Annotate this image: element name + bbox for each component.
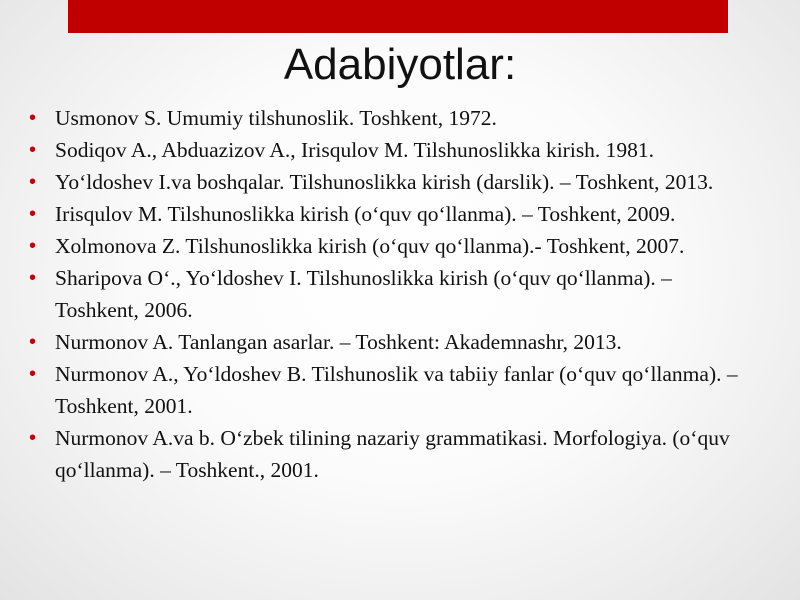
reference-item (0, 134, 800, 166)
bullet-icon: • (29, 139, 37, 161)
reference-item (0, 166, 800, 198)
reference-text: Usmonov S. Umumiy tilshunoslik. Toshkent, 1972. (55, 106, 497, 130)
reference-text: Xolmonova Z. Tilshunoslikka kirish (o‘quv qo‘llanma).- Toshkent, 2007. (55, 234, 685, 258)
reference-text: Nurmonov A. Tanlangan asarlar. – Toshkent: Akademnashr, 2013. (55, 330, 622, 354)
bullet-icon: • (29, 363, 37, 385)
reference-list (0, 102, 800, 486)
reference-text: Irisqulov M. Tilshunoslikka kirish (o‘quv qo‘llanma). – Toshkent, 2009. (55, 202, 676, 226)
reference-text: Yo‘ldoshev I.va boshqalar. Tilshunoslikka kirish (darslik). – Toshkent, 2013. (55, 170, 714, 194)
top-accent-bar (68, 0, 728, 33)
reference-item (0, 358, 800, 422)
bullet-icon: • (29, 107, 37, 129)
reference-text: Sharipova O‘., Yo‘ldoshev I. Tilshunoslikka kirish (o‘quv qo‘llanma). – Toshkent, 2006. (55, 266, 672, 322)
reference-item (0, 230, 800, 262)
bullet-icon: • (29, 427, 37, 449)
bullet-icon: • (29, 267, 37, 289)
reference-text: Nurmonov A., Yo‘ldoshev B. Tilshunoslik va tabiiy fanlar (o‘quv qo‘llanma). – Toshkent, 2001. (55, 362, 738, 418)
slide-title: Adabiyotlar: (283, 40, 517, 89)
bullet-icon: • (29, 171, 37, 193)
reference-text: Sodiqov A., Abduazizov A., Irisqulov M. Tilshunoslikka kirish. 1981. (55, 138, 655, 162)
bullet-icon: • (29, 203, 37, 225)
reference-text: Nurmonov A.va b. O‘zbek tilining nazariy grammatikasi. Morfologiya. (o‘quv qo‘llanma). – Toshkent., 2001. (55, 426, 730, 482)
bullet-icon: • (29, 331, 37, 353)
bullet-icon: • (29, 235, 37, 257)
reference-item (0, 262, 800, 326)
reference-item (0, 422, 800, 486)
reference-item (0, 102, 800, 134)
reference-item (0, 198, 800, 230)
reference-item (0, 326, 800, 358)
